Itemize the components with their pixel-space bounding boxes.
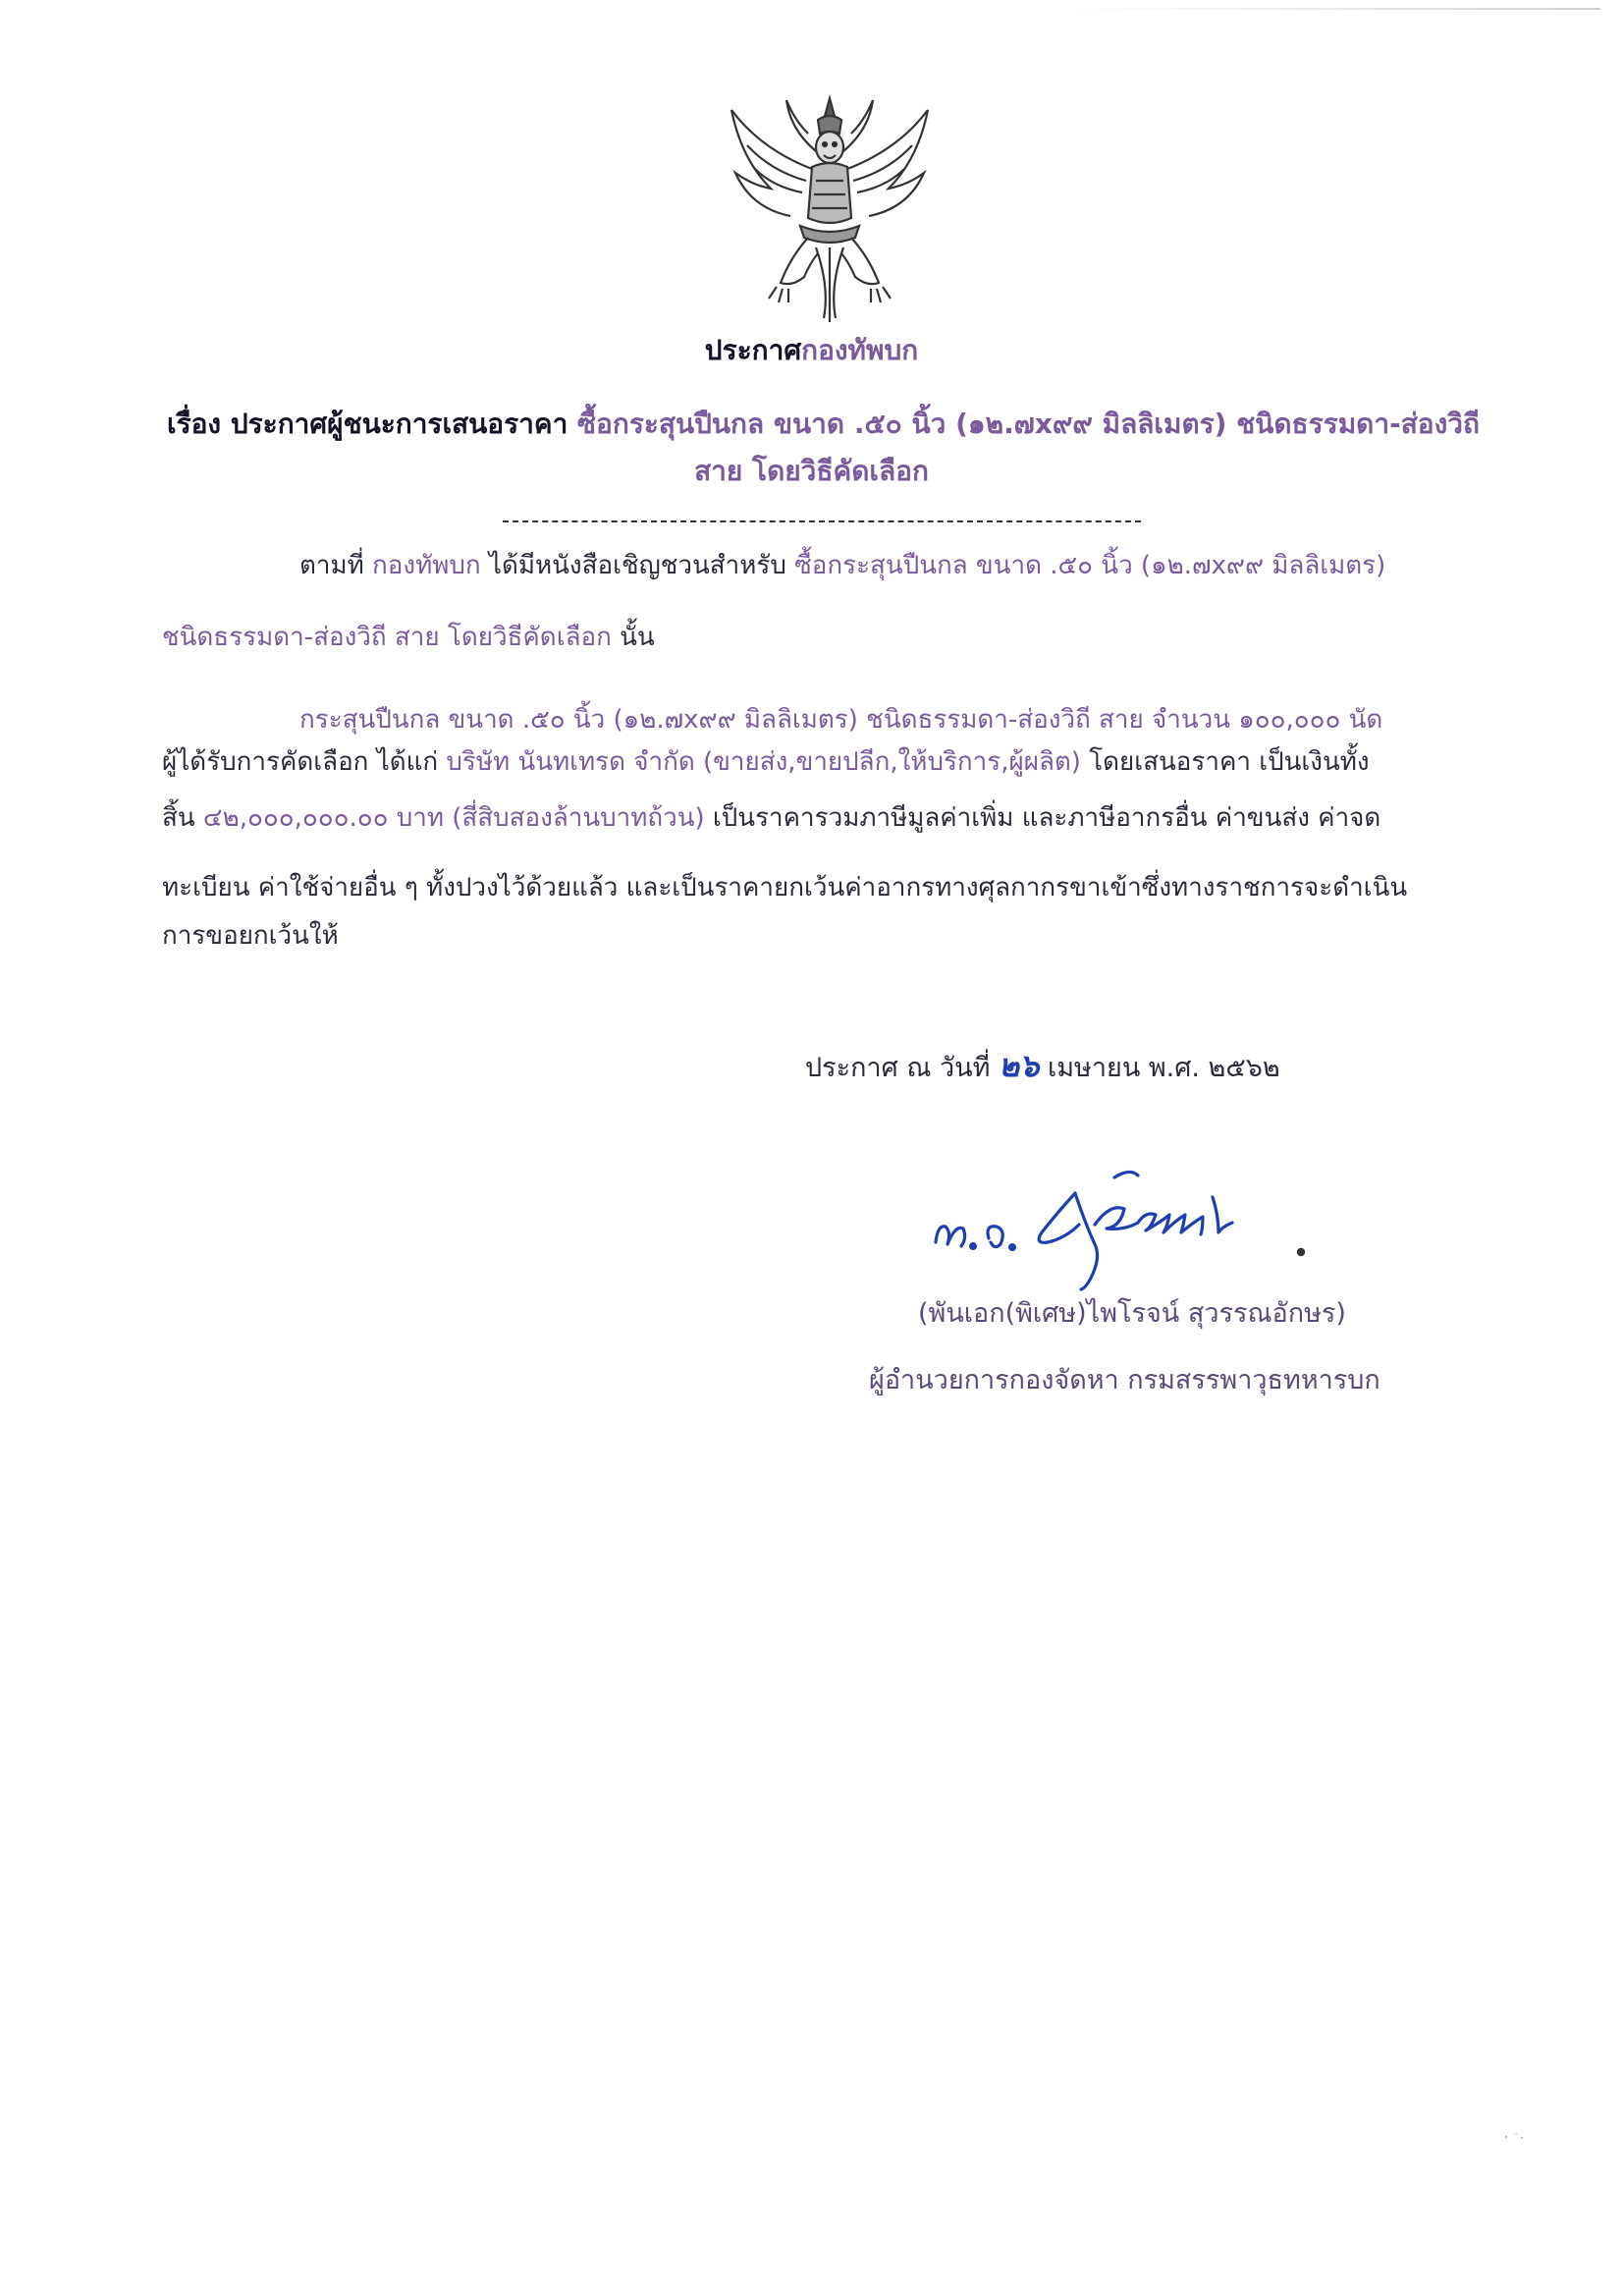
signature-initials: พ.อ. [936,1248,938,1249]
p2-l2-suffix: โดยเสนอราคา เป็นเงินทั้ง [1089,747,1370,777]
announcement-date [805,1041,1280,1091]
paragraph-2-line-5: การขอยกเว้นให้ [162,921,339,951]
p2-amount: ๔๒,๐๐๐,๐๐๐.๐๐ บาท (สี่สิบสองล้านบาทถ้วน) [202,803,705,833]
scan-speck [1502,2131,1526,2141]
signer-position: ผู้อำนวยการกองจัดหา กรมสรรพาวุธทหารบก [869,1365,1380,1395]
paragraph-1-line-1 [299,545,1385,585]
date-day-handwritten: ๒๖ [999,1047,1040,1084]
p1-mid: ได้มีหนังสือเชิญชวนสำหรับ [488,551,786,580]
p1-line2-end: นั้น [620,623,655,652]
subject-fixed-text: ประกาศผู้ชนะการเสนอราคา [230,408,568,440]
garuda-emblem-icon [722,90,938,326]
p1-prefix: ตามที่ [299,551,364,580]
p2-l2-prefix: ผู้ได้รับการคัดเลือก ได้แก่ [162,747,439,777]
p2-vendor: บริษัท นันทเทรด จำกัด (ขายส่ง,ขายปลีก,ให้บริการ,ผู้ผลิต) [446,747,1081,777]
subject-label: เรื่อง [167,408,222,440]
subject-line-2: สาย โดยวิธีคัดเลือก [694,455,929,487]
paragraph-2-line-2 [162,741,1370,782]
paragraph-2-line-4: ทะเบียน ค่าใช้จ่ายอื่น ๆ ทั้งปวงไว้ด้วยแล้ว และเป็นราคายกเว้นค่าอากรทางศุลกากรขาเข้าซึ่งทางราชการจะดำเนิน [162,873,1408,902]
date-month-year: เมษายน พ.ศ. ๒๕๖๒ [1048,1053,1280,1083]
title-org: กองทัพบก [801,334,919,366]
p2-l3-suffix: เป็นราคารวมภาษีมูลค่าเพิ่ม และภาษีอากรอื่น ค่าขนส่ง ค่าจด [712,803,1381,833]
subject-line [167,401,1502,448]
divider [503,520,1141,522]
handwritten-signature [928,1154,1321,1291]
title-prefix: ประกาศ [704,334,802,366]
paragraph-2-line-3 [162,797,1380,838]
scan-edge-line [1070,8,1600,10]
p1-org: กองทัพบก [372,551,481,580]
paragraph-2-line-1: กระสุนปืนกล ขนาด .๕๐ นิ้ว (๑๒.๗x๙๙ มิลลิเมตร) ชนิดธรรมดา-ส่องวิถี สาย จำนวน ๑๐๐,๐๐๐ นัด [299,705,1383,735]
date-prefix: ประกาศ ณ วันที่ [805,1053,991,1083]
p1-item: ซื้อกระสุนปืนกล ขนาด .๕๐ นิ้ว (๑๒.๗x๙๙ มิลลิเมตร) [794,551,1386,580]
p1-line2-item: ชนิดธรรมดา-ส่องวิถี สาย โดยวิธีคัดเลือก [162,623,612,652]
page-title [0,329,1623,372]
paragraph-1-line-2 [162,617,655,657]
p2-l3-prefix: สิ้น [162,803,195,833]
subject-item-text: ซื้อกระสุนปืนกล ขนาด .๕๐ นิ้ว (๑๒.๗x๙๙ มิลลิเมตร) ชนิดธรรมดา-ส่องวิถี [577,408,1480,440]
signer-name: (พันเอก(พิเศษ)ไพโรจน์ สุวรรณอักษร) [918,1298,1346,1329]
